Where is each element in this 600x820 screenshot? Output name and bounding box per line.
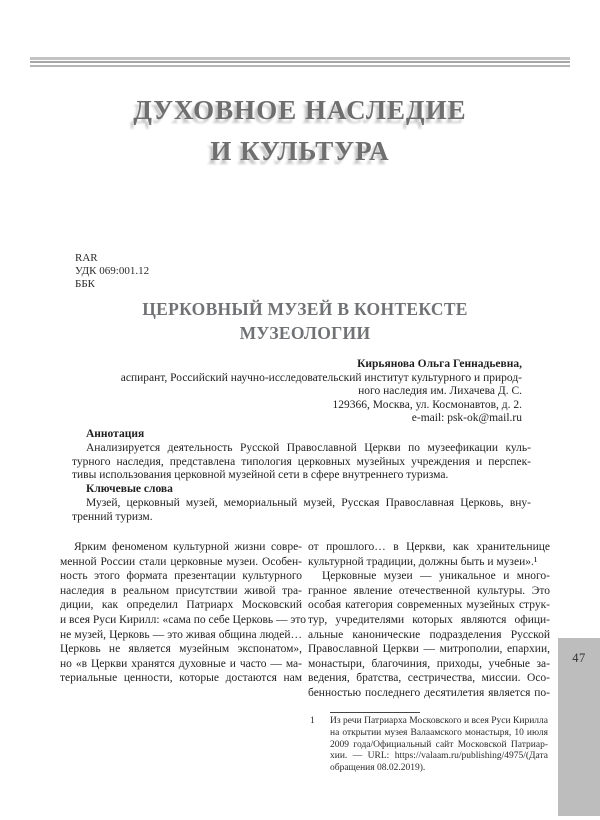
meta-bbk: ББК (75, 278, 95, 290)
header-rule (30, 57, 570, 67)
text-line: Церковные музеи — уникальное и много- (322, 570, 550, 583)
text-line: ность этого формата презентации культурного (60, 570, 302, 583)
text-line: ного наследия им. Лихачева Д. С. (358, 385, 522, 398)
footnote-body (308, 716, 548, 775)
footnote-separator (330, 712, 420, 713)
text-line: обращения 08.02.2019). (330, 763, 426, 774)
text-line: не музей, Церковь — это живая община людей… (60, 628, 302, 641)
keywords-text (72, 497, 531, 525)
text-line: ведения, братства, сестричества, миссии. Осо- (308, 672, 550, 685)
text-line: гранное явление отечественной культуры. Это (308, 584, 550, 597)
text-line: хии. — URL: https://valaam.ru/publishing/4975/(Дата (330, 751, 548, 762)
author-name: Кирьянова Ольга Геннадьевна, (357, 358, 522, 370)
text-line: наследия в реальном присутствии живой тра- (60, 584, 302, 597)
footnote-number: 1 (310, 716, 315, 726)
meta-udk: УДК 069:001.12 (75, 265, 150, 277)
footnote (308, 712, 548, 775)
author-block (72, 358, 522, 426)
text-line: и всея Руси Кирилл: «сама по себе Церковь — это (60, 613, 306, 626)
section-heading-line1: ДУХОВНОЕ НАСЛЕДИЕ (133, 95, 467, 125)
text-line: териальные ценности, которые достаются нам (60, 672, 302, 685)
abstract-text (72, 442, 531, 483)
article-title-line2: МУЗЕОЛОГИИ (239, 323, 371, 343)
text-line: Музей, церковный музей, мемориальный музей, Русская Православная Церковь, вну- (86, 496, 531, 509)
text-line: монастыри, благочиния, приходы, учебные за- (308, 657, 550, 670)
text-line: культурной традиции, должны быть и музеи».¹ (308, 555, 538, 568)
page-number: 47 (572, 651, 586, 665)
body-column-right (308, 540, 550, 701)
meta-rar: RAR (75, 252, 98, 264)
text-line: диции, как определил Патриарх Московский (60, 599, 302, 612)
section-heading (30, 90, 570, 172)
text-line: 2009 года/Официальный сайт Московской Патриар- (330, 739, 548, 750)
header-rule-line-2 (30, 61, 570, 63)
text-line: тур, учредителями которых являются офици- (308, 613, 550, 626)
article-meta (75, 252, 149, 291)
text-line: от прошлого… в Церкви, как хранительнице (308, 541, 550, 553)
text-line: Церковь не является музейным экспонатом», (60, 643, 302, 656)
body-column-left (60, 540, 306, 686)
article-title (35, 297, 575, 345)
text-line: но «в Церкви хранятся духовные и часто — ма- (60, 657, 302, 670)
section-heading-line2: И КУЛЬТУРА (210, 136, 390, 166)
text-line: Ярким феноменом культурной жизни совре- (74, 541, 302, 553)
text-line: на открытии музея Валаамского монастыря, 10 июля (330, 727, 548, 738)
keywords-heading: Ключевые слова (86, 483, 173, 496)
text-line: турного наследия, представлена типология церковных музейных учреждения и перспек- (72, 455, 531, 468)
footnote-text (330, 716, 548, 775)
text-line: альные канонические подразделения Русской (308, 628, 550, 641)
abstract-block (72, 428, 531, 525)
text-line: аспирант, Российский научно-исследовательский институт культурного и природ- (120, 371, 522, 384)
text-line: менной России стали церковные музеи. Особен- (60, 555, 302, 568)
header-rule-line-1 (30, 57, 570, 60)
page-number-box (558, 638, 600, 816)
text-line: 129366, Москва, ул. Космонавтов, д. 2. (332, 398, 522, 411)
abstract-heading: Аннотация (86, 428, 145, 440)
text-line: Анализируется деятельность Русской Православной Церкви по музеефикации куль- (86, 441, 531, 454)
author-affiliation (72, 372, 522, 426)
header-rule-line-3 (30, 65, 570, 67)
text-line: e-mail: psk-ok@mail.ru (411, 412, 522, 425)
text-line: тивы использования церковной музейной сети в сфере внутреннего туризма. (72, 469, 449, 482)
text-line: особая категория современных музейных струк- (308, 599, 550, 612)
text-line: Православной Церкви — митрополии, епархии, (308, 643, 550, 656)
article-title-line1: ЦЕРКОВНЫЙ МУЗЕЙ В КОНТЕКСТЕ (142, 299, 468, 319)
text-line: бенностью последнего десятилетия является по- (308, 686, 550, 699)
text-line: тренний туризм. (72, 510, 153, 523)
text-line: Из речи Патриарха Московского и всея Руси Кирилла (330, 716, 548, 726)
